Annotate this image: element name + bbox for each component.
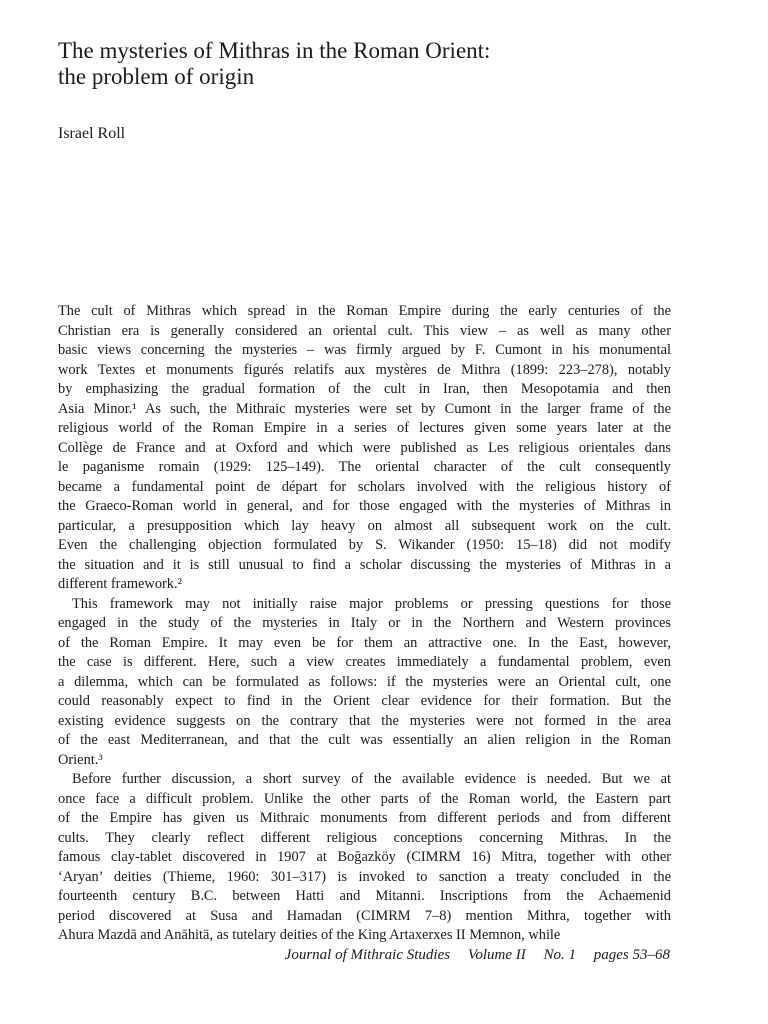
author-name: Israel Roll — [58, 125, 126, 142]
text-line: different framework.² — [58, 576, 182, 592]
text-line: engaged in the study of the mysteries in Italy or in the Northern and Western provinces — [58, 615, 671, 631]
text-line: Ahura Mazdā and Anāhitā, as tutelary deities of the King Artaxerxes II Memnon, while — [58, 927, 561, 943]
text-line: Before further discussion, a short survey of the available evidence is needed. But we at — [72, 771, 671, 787]
text-line: religious world of the Roman Empire in a series of lectures given some years later at the — [58, 420, 671, 436]
paragraph-1 — [58, 302, 671, 595]
footer-pages: pages 53–68 — [593, 947, 670, 963]
text-line: of the east Mediterranean, and that the cult was essentially an alien religion in the Roman — [58, 732, 671, 748]
paragraph-2 — [58, 595, 671, 771]
title-line-1: The mysteries of Mithras in the Roman Orient: — [58, 38, 491, 63]
text-line: famous clay-tablet discovered in 1907 at Boğazköy (CIMRM 16) Mitra, together with other — [58, 849, 671, 865]
text-line: could reasonably expect to find in the Orient clear evidence for their formation. But the — [58, 693, 671, 709]
text-line: of the Empire has given us Mithraic monuments from different periods and from different — [58, 810, 671, 826]
text-line: work Textes et monuments figurés relatifs aux mystères de Mithra (1899: 223–278), notably — [58, 361, 671, 378]
text-line: the Graeco-Roman world in general, and for those engaged with the mysteries of Mithras in — [58, 498, 671, 514]
text-line: Collège de France and at Oxford and which were published as Les religious orientales dans — [58, 439, 671, 456]
text-line: This framework may not initially raise major problems or pressing questions for those — [72, 595, 671, 612]
text-line: the case is different. Here, such a view creates immediately a fundamental problem, even — [58, 654, 671, 670]
footer-journal-name: Journal of Mithraic Studies — [284, 947, 451, 963]
text-line: once face a difficult problem. Unlike the other parts of the Roman world, the Eastern part — [58, 790, 671, 807]
text-line: a dilemma, which can be formulated as follows: if the mysteries were an Oriental cult, one — [58, 673, 671, 690]
text-line: Orient.³ — [58, 751, 103, 768]
journal-footer — [285, 947, 670, 964]
article-title — [58, 38, 698, 90]
footer-volume: Volume II — [467, 947, 526, 963]
text-line: Christian era is generally considered an oriental cult. This view – as well as many other — [58, 322, 671, 339]
text-line: by emphasizing the gradual formation of the cult in Iran, then Mesopotamia and then — [58, 381, 671, 397]
text-line: cults. They clearly reflect different religious conceptions concerning Mithras. In the — [58, 829, 671, 846]
text-line: basic views concerning the mysteries – was firmly argued by F. Cumont in his monumental — [58, 342, 671, 358]
text-line: fourteenth century B.C. between Hatti and Mitanni. Inscriptions from the Achaemenid — [58, 888, 671, 904]
paragraph-3 — [58, 770, 671, 946]
text-line: of the Roman Empire. It may even be for them an attractive one. In the East, however, — [58, 634, 671, 651]
text-line: ‘Aryan’ deities (Thieme, 1960: 301–317) is invoked to sanction a treaty concluded in the — [58, 868, 671, 885]
text-line: The cult of Mithras which spread in the Roman Empire during the early centuries of the — [58, 303, 671, 319]
text-line: Even the challenging objection formulated by S. Wikander (1950: 15–18) did not modify — [58, 537, 671, 553]
text-line: the situation and it is still unusual to find a scholar discussing the mysteries of Mithras in a — [58, 556, 671, 573]
text-line: existing evidence suggests on the contrary that the mysteries were not formed in the area — [58, 712, 671, 729]
text-line: Asia Minor.¹ As such, the Mithraic mysteries were set by Cumont in the larger frame of the — [58, 400, 671, 417]
text-line: period discovered at Susa and Hamadan (CIMRM 7–8) mention Mithra, together with — [58, 907, 671, 924]
text-line: particular, a presupposition which lay heavy on almost all subsequent work on the cult. — [58, 517, 671, 534]
title-line-2: the problem of origin — [58, 64, 255, 89]
text-line: became a fundamental point de départ for scholars involved with the religious history of — [58, 478, 671, 495]
footer-number: No. 1 — [543, 947, 576, 963]
text-line: le paganisme romain (1929: 125–149). The oriental character of the cult consequently — [58, 459, 671, 475]
article-body — [58, 302, 671, 946]
